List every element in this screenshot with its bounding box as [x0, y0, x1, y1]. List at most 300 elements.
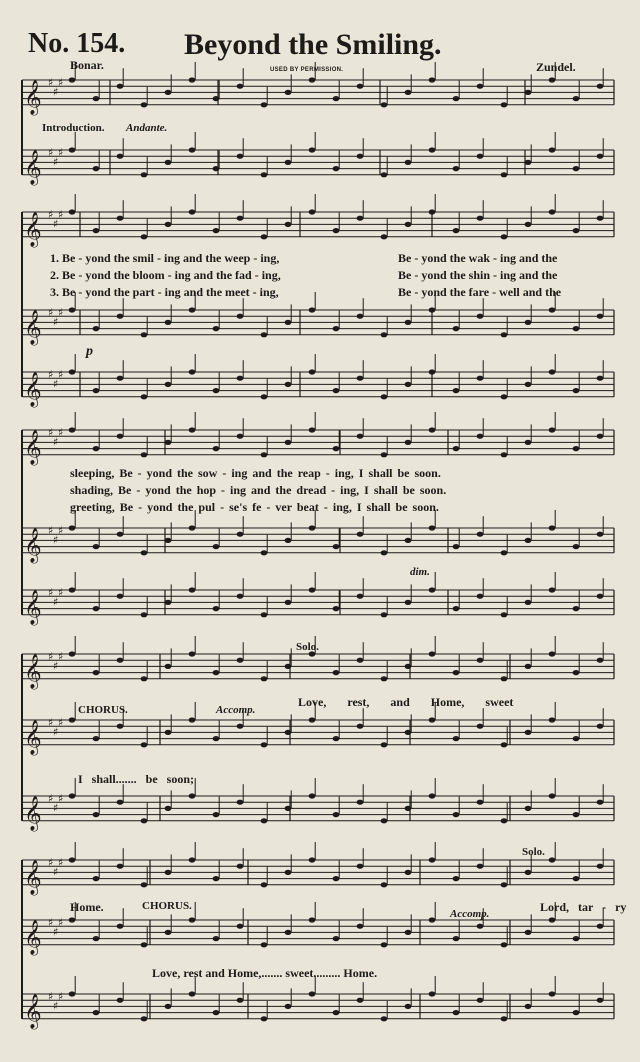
system2-staff1-note [525, 222, 532, 227]
system3-staff3-sharp: ♯ [53, 595, 59, 609]
verse3-line-c: greeting, Be - yond the pul - se's fe - ver beat - ing, I shall be soon. [70, 500, 439, 514]
system3-staff2-note [69, 525, 76, 530]
system5-staff2-note [117, 924, 124, 929]
system5-staff2-note [285, 930, 292, 935]
system5-staff2-note [69, 917, 76, 922]
system4-staff3-note [333, 812, 340, 817]
system5-staff1-note [381, 882, 388, 887]
system3-staff3-note [213, 606, 220, 611]
system2-staff2-sharp: ♯ [53, 315, 59, 329]
system5-staff3-sharp: ♯ [58, 990, 64, 1004]
verse3-line-a: 3. Be - yond the part - ing and the meet - ing, [50, 285, 279, 299]
system5-staff3-note [477, 998, 484, 1003]
system5-staff3-sharp: ♯ [53, 999, 59, 1013]
system3-staff1-note [453, 446, 460, 451]
system4-staff1-note [261, 676, 268, 681]
system3-staff1-note [597, 434, 604, 439]
system5-staff1-note [285, 870, 292, 875]
system5-staff1-note [309, 857, 316, 862]
system3-staff3-note [549, 587, 556, 592]
system2-staff2-note [69, 307, 76, 312]
system3-staff2-clef: 𝄞 [24, 527, 42, 563]
system5-staff2-note [597, 924, 604, 929]
system4-staff3-note [429, 793, 436, 798]
system1-staff2-note [453, 166, 460, 171]
verse1-line-a: 1. Be - yond the smil - ing and the weep - ing, [50, 251, 280, 265]
system4-staff1-note [237, 658, 244, 663]
system2-staff3-note [213, 388, 220, 393]
system2-staff2-sharp: ♯ [48, 306, 54, 320]
system4-staff2-note [501, 742, 508, 747]
system2-staff3-sharp: ♯ [53, 377, 59, 391]
system3-staff3-note [405, 600, 412, 605]
system5-staff2-note [549, 917, 556, 922]
system1-staff1-note [573, 96, 580, 101]
composer: Zundel. [536, 60, 576, 74]
system4-staff3-note [477, 800, 484, 805]
system3-staff3-note [285, 600, 292, 605]
system2-staff3-note [501, 394, 508, 399]
system4-staff1-clef: 𝄞 [24, 653, 42, 689]
lyricist: Bonar. [70, 58, 104, 72]
system2-staff2-note [597, 314, 604, 319]
system2-staff2-note [477, 314, 484, 319]
system3-staff2-note [165, 538, 172, 543]
system2-staff3-note [69, 369, 76, 374]
system4-staff3-sharp: ♯ [48, 792, 54, 806]
system5-staff2-note [477, 924, 484, 929]
system5-staff3-note [285, 1004, 292, 1009]
system2-staff2-note [405, 320, 412, 325]
system5-staff3-note [213, 1010, 220, 1015]
system4-staff2-note [309, 717, 316, 722]
system5-staff1-clef: 𝄞 [24, 859, 42, 895]
system2-staff1-note [69, 209, 76, 214]
system4-staff2-note [357, 724, 364, 729]
system5-staff2-note [165, 930, 172, 935]
system2-staff2-sharp: ♯ [58, 306, 64, 320]
system4-staff2-note [69, 717, 76, 722]
system4-staff1-note [357, 658, 364, 663]
system5-staff1-note [597, 864, 604, 869]
system3-staff2-note [453, 544, 460, 549]
system2-staff3-clef: 𝄞 [24, 371, 42, 407]
system4-staff3-note [405, 806, 412, 811]
system5-staff3-note [501, 1016, 508, 1021]
system3-staff1-note [93, 446, 100, 451]
system4-staff2-note [549, 717, 556, 722]
system4-staff1-note [189, 651, 196, 656]
system5-staff1-note [69, 857, 76, 862]
system4-staff2-note [189, 717, 196, 722]
system5-staff3-note [141, 1016, 148, 1021]
system5-staff2-note [525, 930, 532, 935]
system5-staff1-note [93, 876, 100, 881]
system1-staff2-sharp: ♯ [53, 155, 59, 169]
system4-staff2-note [261, 742, 268, 747]
system4-staff3-note [453, 812, 460, 817]
system1-staff2-note [165, 160, 172, 165]
system3-staff2-note [261, 550, 268, 555]
system4-staff1-sharp: ♯ [58, 650, 64, 664]
system4-staff2-note [141, 742, 148, 747]
system3-staff3-note [237, 594, 244, 599]
system3-staff2-note [285, 538, 292, 543]
solo-lyrics: Love, rest, and Home, sweet [298, 695, 514, 709]
system3-staff2-note [189, 525, 196, 530]
system5-staff1-sharp: ♯ [58, 856, 64, 870]
system5-staff2-note [453, 936, 460, 941]
system2-staff3-note [261, 394, 268, 399]
system3-staff2-note [549, 525, 556, 530]
system5-staff1-note [357, 864, 364, 869]
system2-staff2-note [501, 332, 508, 337]
system1-staff1-note [477, 84, 484, 89]
system5-staff1-note [549, 857, 556, 862]
dynamic-piano: p [86, 344, 93, 359]
system3-staff3-note [429, 587, 436, 592]
system5-staff1-note [429, 857, 436, 862]
system1-staff2-note [381, 172, 388, 177]
system5-staff2-note [405, 930, 412, 935]
system4-staff1-note [597, 658, 604, 663]
system4-staff3-clef: 𝄞 [24, 795, 42, 831]
system3-staff3-note [597, 594, 604, 599]
system1-staff2-note [285, 160, 292, 165]
system4-staff2-sharp: ♯ [53, 725, 59, 739]
system1-staff1-note [141, 102, 148, 107]
system1-staff2-note [189, 147, 196, 152]
system4-staff3-note [309, 793, 316, 798]
system4-staff2-note [213, 736, 220, 741]
system3-staff1-note [381, 452, 388, 457]
chorus-label-2: CHORUS. [142, 900, 192, 912]
system3-staff2-note [501, 550, 508, 555]
accomp-label-2: Accomp. [450, 908, 490, 920]
system2-staff2-note [165, 320, 172, 325]
system2-staff1-note [189, 209, 196, 214]
system5-staff2-clef: 𝄞 [24, 919, 42, 955]
system2-staff2-note [237, 314, 244, 319]
system5-staff3-note [189, 991, 196, 996]
system5-staff1-note [189, 857, 196, 862]
system1-staff1-note [501, 102, 508, 107]
system2-staff1-note [309, 209, 316, 214]
system3-staff3-note [165, 600, 172, 605]
hymn-number: No. 154. [28, 28, 126, 59]
system5-staff1-note [477, 864, 484, 869]
system4-staff1-note [213, 670, 220, 675]
system2-staff2-note [333, 326, 340, 331]
system4-staff2-note [525, 730, 532, 735]
system3-staff2-note [237, 532, 244, 537]
system3-staff3-note [501, 612, 508, 617]
system5-staff1-note [261, 882, 268, 887]
system3-staff1-note [573, 446, 580, 451]
system3-staff1-note [237, 434, 244, 439]
system1-staff2-note [309, 147, 316, 152]
system1-staff2-note [357, 154, 364, 159]
system3-staff3-note [333, 606, 340, 611]
system3-staff1-note [69, 427, 76, 432]
system2-staff1-note [501, 234, 508, 239]
system4-staff1-note [333, 670, 340, 675]
system1-staff1-note [429, 77, 436, 82]
system2-staff2-note [213, 326, 220, 331]
system4-staff1-note [69, 651, 76, 656]
system3-staff2-note [93, 544, 100, 549]
system4-staff3-note [285, 806, 292, 811]
verse2-line-c: shading, Be - yond the hop - ing and the dread - ing, I shall be soon. [70, 483, 447, 497]
system3-staff2-note [405, 538, 412, 543]
system2-staff1-note [285, 222, 292, 227]
system3-staff1-note [117, 434, 124, 439]
system3-staff1-note [405, 440, 412, 445]
system3-staff3-note [525, 600, 532, 605]
system2-staff2-clef: 𝄞 [24, 309, 42, 345]
system1-staff1-note [93, 96, 100, 101]
system5-staff1-note [213, 876, 220, 881]
system4-staff3-note [357, 800, 364, 805]
system2-staff2-note [93, 326, 100, 331]
system4-staff1-sharp: ♯ [48, 650, 54, 664]
system4-staff2-note [453, 736, 460, 741]
system3-staff3-note [573, 606, 580, 611]
system5-staff2-note [429, 917, 436, 922]
system4-staff3-note [141, 818, 148, 823]
system1-staff1-note [165, 90, 172, 95]
system4-staff1-note [477, 658, 484, 663]
accomp-label: Accomp. [216, 704, 256, 716]
system1-staff1-note [237, 84, 244, 89]
system5-staff3-note [573, 1010, 580, 1015]
system4-staff2-sharp: ♯ [48, 716, 54, 730]
system1-staff2-note [477, 154, 484, 159]
system2-staff1-note [165, 222, 172, 227]
system2-staff2-note [309, 307, 316, 312]
dynamic-dim: dim. [410, 566, 430, 578]
system1-staff1-note [357, 84, 364, 89]
system5-staff2-sharp: ♯ [48, 916, 54, 930]
system3-staff1-note [309, 427, 316, 432]
system3-staff3-note [309, 587, 316, 592]
system1-staff2-note [333, 166, 340, 171]
system1-staff1-note [381, 102, 388, 107]
system4-staff1-note [525, 664, 532, 669]
system5-staff1-note [405, 870, 412, 875]
system2-staff2-note [117, 314, 124, 319]
system1-staff1-note [261, 102, 268, 107]
system3-staff1-note [477, 434, 484, 439]
system5-staff3-note [93, 1010, 100, 1015]
system3-staff3-note [261, 612, 268, 617]
system3-staff2-note [573, 544, 580, 549]
system1-staff2-note [213, 166, 220, 171]
system1-staff1-sharp: ♯ [53, 85, 59, 99]
system2-staff1-note [93, 228, 100, 233]
system4-staff2-note [285, 730, 292, 735]
system3-staff1-note [549, 427, 556, 432]
system3-staff3-clef: 𝄞 [24, 589, 42, 625]
system2-staff2-note [141, 332, 148, 337]
system2-staff3-note [453, 388, 460, 393]
system1-staff2-note [93, 166, 100, 171]
system5-staff1-note [333, 876, 340, 881]
system3-staff1-note [213, 446, 220, 451]
system2-staff1-note [213, 228, 220, 233]
intro-label: Introduction. [42, 122, 105, 134]
intro-tempo: Andante. [126, 122, 168, 134]
system2-staff1-note [405, 222, 412, 227]
system2-staff3-note [309, 369, 316, 374]
system2-staff1-sharp: ♯ [48, 208, 54, 222]
system4-staff1-note [141, 676, 148, 681]
system1-staff1-note [213, 96, 220, 101]
system4-staff2-note [165, 730, 172, 735]
system5-staff1-note [501, 882, 508, 887]
system2-staff1-note [477, 216, 484, 221]
system1-staff2-note [117, 154, 124, 159]
system5-staff3-note [333, 1010, 340, 1015]
system4-staff1-sharp: ♯ [53, 659, 59, 673]
system1-staff1-note [597, 84, 604, 89]
system2-staff3-sharp: ♯ [48, 368, 54, 382]
system3-staff3-note [69, 587, 76, 592]
verse1-line-b: Be - yond the wak - ing and the [398, 251, 558, 265]
system4-staff2-note [429, 717, 436, 722]
hymn-title: Beyond the Smiling. [184, 28, 442, 61]
system2-staff1-clef: 𝄞 [24, 211, 42, 247]
system4-staff2-note [93, 736, 100, 741]
system2-staff3-sharp: ♯ [58, 368, 64, 382]
system5-staff3-note [549, 991, 556, 996]
system1-staff2-note [261, 172, 268, 177]
system5-staff3-note [525, 1004, 532, 1009]
system4-staff3-note [237, 800, 244, 805]
chorus-label: CHORUS. [78, 704, 128, 716]
system3-staff3-note [141, 612, 148, 617]
system3-staff2-note [333, 544, 340, 549]
system3-staff2-note [357, 532, 364, 537]
system2-staff2-note [381, 332, 388, 337]
system2-staff2-note [357, 314, 364, 319]
system5-staff3-note [165, 1004, 172, 1009]
system2-staff3-note [285, 382, 292, 387]
system1-staff2-note [69, 147, 76, 152]
system4-staff3-note [189, 793, 196, 798]
system3-staff3-sharp: ♯ [48, 586, 54, 600]
system3-staff1-note [261, 452, 268, 457]
system5-staff3-note [429, 991, 436, 996]
system5-staff3-sharp: ♯ [48, 990, 54, 1004]
system1-staff2-note [405, 160, 412, 165]
system1-staff1-sharp: ♯ [48, 76, 54, 90]
system4-staff3-sharp: ♯ [58, 792, 64, 806]
system1-staff2-sharp: ♯ [58, 146, 64, 160]
system2-staff1-note [381, 234, 388, 239]
system3-staff3-note [477, 594, 484, 599]
system2-staff2-note [285, 320, 292, 325]
system3-staff3-note [453, 606, 460, 611]
system2-staff3-note [597, 376, 604, 381]
system1-staff1-note [405, 90, 412, 95]
system1-staff1-sharp: ♯ [58, 76, 64, 90]
system2-staff3-note [357, 376, 364, 381]
system4-staff2-sharp: ♯ [58, 716, 64, 730]
system2-staff3-note [381, 394, 388, 399]
system2-staff1-note [573, 228, 580, 233]
system2-staff3-note [117, 376, 124, 381]
system3-staff1-clef: 𝄞 [24, 429, 42, 465]
system3-staff1-sharp: ♯ [48, 426, 54, 440]
system5-staff2-sharp: ♯ [58, 916, 64, 930]
system1-staff1-note [453, 96, 460, 101]
system5-staff2-sharp: ♯ [53, 925, 59, 939]
system4-staff3-note [261, 818, 268, 823]
system2-staff2-note [549, 307, 556, 312]
system1-staff2-sharp: ♯ [48, 146, 54, 160]
system4-staff1-note [573, 670, 580, 675]
solo-label: Solo. [296, 641, 319, 653]
system4-staff2-note [573, 736, 580, 741]
system4-staff3-note [501, 818, 508, 823]
system5-staff2-note [141, 942, 148, 947]
system4-staff3-note [525, 806, 532, 811]
system5-staff1-note [453, 876, 460, 881]
system5-staff1-note [141, 882, 148, 887]
system4-staff3-note [165, 806, 172, 811]
system3-staff2-note [309, 525, 316, 530]
system2-staff1-note [597, 216, 604, 221]
system2-staff3-note [93, 388, 100, 393]
system5-staff1-note [573, 876, 580, 881]
system3-staff1-note [165, 440, 172, 445]
system1-staff2-note [141, 172, 148, 177]
system2-staff2-note [525, 320, 532, 325]
system2-staff1-sharp: ♯ [58, 208, 64, 222]
system3-staff3-note [93, 606, 100, 611]
system3-staff2-note [525, 538, 532, 543]
system5-staff3-note [309, 991, 316, 996]
system2-staff2-note [453, 326, 460, 331]
system4-staff3-note [213, 812, 220, 817]
system2-staff1-note [429, 209, 436, 214]
system2-staff1-sharp: ♯ [53, 217, 59, 231]
system4-staff3-note [573, 812, 580, 817]
verse1-line-c: sleeping, Be - yond the sow - ing and the reap - ing, I shall be soon. [70, 466, 441, 480]
system4-staff2-clef: 𝄞 [24, 719, 42, 755]
system5-staff1-note [237, 864, 244, 869]
system3-staff2-note [477, 532, 484, 537]
system3-staff2-note [213, 544, 220, 549]
home-lyric: Home. [70, 900, 104, 914]
system3-staff3-note [189, 587, 196, 592]
system4-staff1-note [453, 670, 460, 675]
system3-staff2-note [117, 532, 124, 537]
system4-staff2-note [333, 736, 340, 741]
system5-staff2-note [381, 942, 388, 947]
system2-staff1-note [453, 228, 460, 233]
system2-staff2-note [573, 326, 580, 331]
system2-staff1-note [141, 234, 148, 239]
system5-staff1-sharp: ♯ [48, 856, 54, 870]
system2-staff1-note [117, 216, 124, 221]
system1-staff1-note [333, 96, 340, 101]
system4-staff2-note [117, 724, 124, 729]
system5-staff1-note [165, 870, 172, 875]
system3-staff1-note [525, 440, 532, 445]
system3-staff1-note [333, 446, 340, 451]
